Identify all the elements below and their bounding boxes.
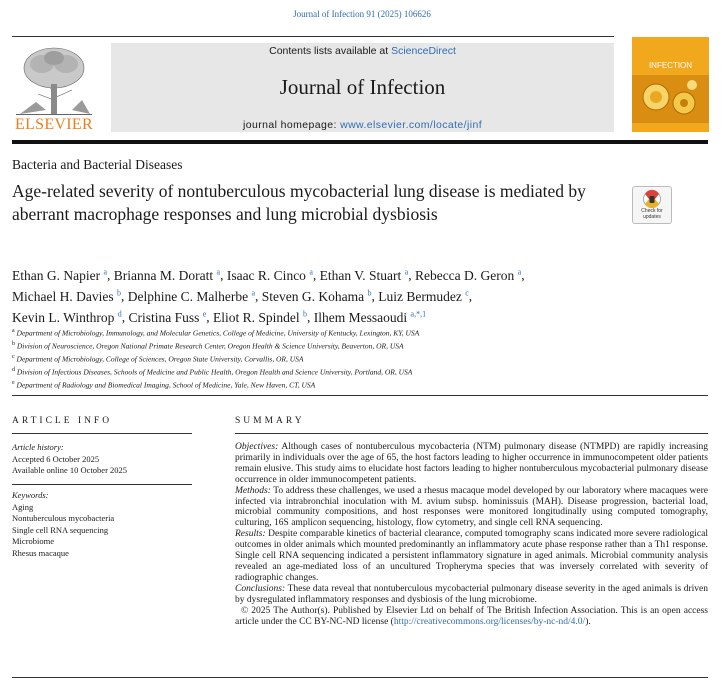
author[interactable]: Brianna M. Doratt $^a$ bbox=[113, 267, 221, 283]
history-label: Article history: bbox=[12, 442, 64, 452]
crossmark-icon bbox=[633, 188, 671, 210]
sciencedirect-link[interactable]: ScienceDirect bbox=[391, 45, 456, 57]
contents-prefix: Contents lists available at bbox=[269, 45, 392, 57]
elsevier-logo[interactable] bbox=[12, 44, 96, 134]
author[interactable]: Delphine C. Malherbe $^a$ bbox=[127, 288, 255, 304]
cover-title: INFECTION bbox=[648, 61, 693, 70]
cover-image-icon bbox=[632, 75, 709, 123]
journal-name: Journal of Infection bbox=[279, 75, 446, 99]
article-title: Age-related severity of nontuberculous mycobacterial lung disease is mediated by aberrant macrophage responses and lung microbial dysbiosis bbox=[12, 181, 586, 224]
affiliation-item: $^e$ Department of Radiology and Biomedical Imaging, School of Medicine, Yale, New Haven, CT, USA bbox=[12, 379, 316, 390]
author[interactable]: Cristina Fuss $^e$ bbox=[128, 309, 207, 325]
article-history bbox=[12, 442, 192, 477]
author[interactable]: Ethan V. Stuart $^a$ bbox=[319, 267, 409, 283]
homepage-link[interactable]: www.elsevier.com/locate/jinf bbox=[340, 119, 483, 131]
article-section-label: Bacteria and Bacterial Diseases bbox=[12, 157, 183, 172]
abstract-results: Results: Despite comparable kinetics of bacterial clearance, computed tomography scans indicated more severe radiological outcomes in older animals which mounted predominantly an inflammatory acute phase response rather than a Th1 response. Single cell RNA sequencing indicated a persistent inflammatory signature in aged animals. Microbial community analysis revealed an age-mediated loss of an uncultured Tropheryma species that was inversely correlated with severity of radiographic changes. bbox=[235, 529, 709, 583]
publisher-wordmark: ELSEVIER bbox=[15, 116, 93, 133]
crossmark-label: Check for updates bbox=[641, 208, 663, 220]
footer-rule bbox=[12, 677, 708, 678]
author[interactable]: Steven G. Kohama $^b$ bbox=[261, 288, 372, 304]
article-info-rule bbox=[12, 433, 192, 434]
abstract-methods: Methods: To address these challenges, we used a rhesus macaque model developed by our laboratory where macaques were infected via intrabronchial inoculation with M. avium subsp. hominissuis (MAH). Disease progression, bacterial load, microbial community compositions, and host responses were monitored longitudinally using computed tomography, culturing, 16S amplicon sequencing, histology, flow cytometry, and single cell RNA sequencing. bbox=[235, 485, 708, 529]
section-divider bbox=[12, 395, 708, 396]
available-date: Available online 10 October 2025 bbox=[12, 465, 128, 475]
affiliation-item: $^b$ Division of Neuroscience, Oregon National Primate Research Center, Oregon Health & Science University, Beaverton, OR, USA bbox=[12, 340, 404, 351]
crossmark-button[interactable] bbox=[632, 186, 672, 224]
keywords-rule bbox=[12, 484, 192, 485]
keyword-item: Nontuberculous mycobacteria bbox=[12, 513, 115, 523]
affiliation-item: $^a$ Department of Microbiology, Immunology, and Molecular Genetics, College of Medicine, University of Kentucky, Lexington, KY, USA bbox=[12, 328, 420, 338]
header-thick-rule bbox=[12, 140, 708, 144]
affiliation-item: $^c$ Department of Microbiology, College of Sciences, Oregon State University, Corvallis, OR, USA bbox=[12, 353, 304, 364]
license-link[interactable]: http://creativecommons.org/licenses/by-nc-nd/4.0/ bbox=[393, 616, 586, 627]
author[interactable]: Michael H. Davies $^b$ bbox=[12, 288, 121, 304]
author[interactable]: Rebecca D. Geron $^a$ bbox=[414, 267, 522, 283]
author[interactable]: Eliot R. Spindel $^b$ bbox=[213, 309, 308, 325]
keyword-item: Single cell RNA sequencing bbox=[12, 524, 109, 535]
abstract-conclusions: Conclusions: These data reveal that nontuberculous mycobacterial pulmonary disease severity in the aged animals is driven by dysregulated inflammatory responses and dysbiosis of the lung microbiome. bbox=[235, 583, 708, 605]
contents-line bbox=[111, 45, 614, 57]
summary-heading: SUMMARY bbox=[235, 416, 305, 426]
author[interactable]: Ethan G. Napier $^a$ bbox=[12, 267, 108, 283]
keywords-label: Keywords: bbox=[12, 490, 49, 500]
abstract-body bbox=[235, 442, 708, 627]
journal-header-panel bbox=[111, 43, 614, 132]
affiliation-list bbox=[12, 326, 652, 391]
author[interactable]: Luiz Bermudez $^c$ bbox=[378, 288, 469, 304]
author[interactable]: Kevin L. Winthrop $^d$ bbox=[12, 309, 122, 325]
header-top-rule bbox=[12, 36, 614, 37]
elsevier-tree-logo bbox=[16, 44, 92, 116]
keyword-item: Aging bbox=[12, 501, 34, 512]
homepage-prefix: journal homepage: bbox=[242, 119, 341, 131]
article-info-heading: ARTICLE INFO bbox=[12, 416, 113, 426]
journal-cover[interactable] bbox=[632, 37, 709, 132]
accepted-date: Accepted 6 October 2025 bbox=[12, 453, 100, 464]
license-statement: © 2025 The Author(s). Published by Elsevier Ltd on behalf of The British Infection Association. This is an open access article under the CC BY-NC-ND license (http://creativecommons.org/licenses/by-nc-nd/4.0/). bbox=[235, 605, 708, 627]
abstract-objectives: Objectives: Although cases of nontuberculous mycobacteria (NTM) pulmonary disease (NTMPD) are rapidly increasing primarily in individuals over the age of 65, the host factors leading to higher occurrence in immunocompetent older patients remain elusive. This study aims to elucidate host factors leading to higher nontuberculous mycobacterial pulmonary disease occurrence in older immunocompetent patients. bbox=[235, 442, 708, 485]
journal-citation[interactable]: Journal of Infection 91 (2025) 106626 bbox=[293, 9, 431, 19]
affiliation-item: $^d$ Division of Infectious Diseases, Schools of Medicine and Public Health, Oregon Health and Science University, Portland, OR, USA bbox=[12, 366, 413, 377]
summary-rule bbox=[235, 433, 708, 434]
author-list: Ethan G. Napier $^a$, Brianna M. Doratt $^a$, Isaac R. Cinco $^a$, Ethan V. Stuart $^a$, Rebecca D. Geron $^a$, Michael H. Davies $^b$, Delphine C. Malherbe $^a$, Steven G. Kohama $^b$, Luiz Bermudez $^c$, Kevin L. Winthrop $^d$, Cristina Fuss $^e$, Eliot R. Spindel $^b$, Ilhem Messaoudi $^{a,*,1}$ bbox=[12, 267, 525, 325]
keyword-item: Rhesus macaque bbox=[12, 547, 69, 558]
homepage-line bbox=[111, 119, 614, 131]
author[interactable]: Ilhem Messaoudi $^{a,*,1}$ bbox=[313, 309, 427, 325]
author[interactable]: Isaac R. Cinco $^a$ bbox=[226, 267, 313, 283]
keywords bbox=[12, 490, 192, 559]
keyword-item: Microbiome bbox=[12, 536, 55, 546]
